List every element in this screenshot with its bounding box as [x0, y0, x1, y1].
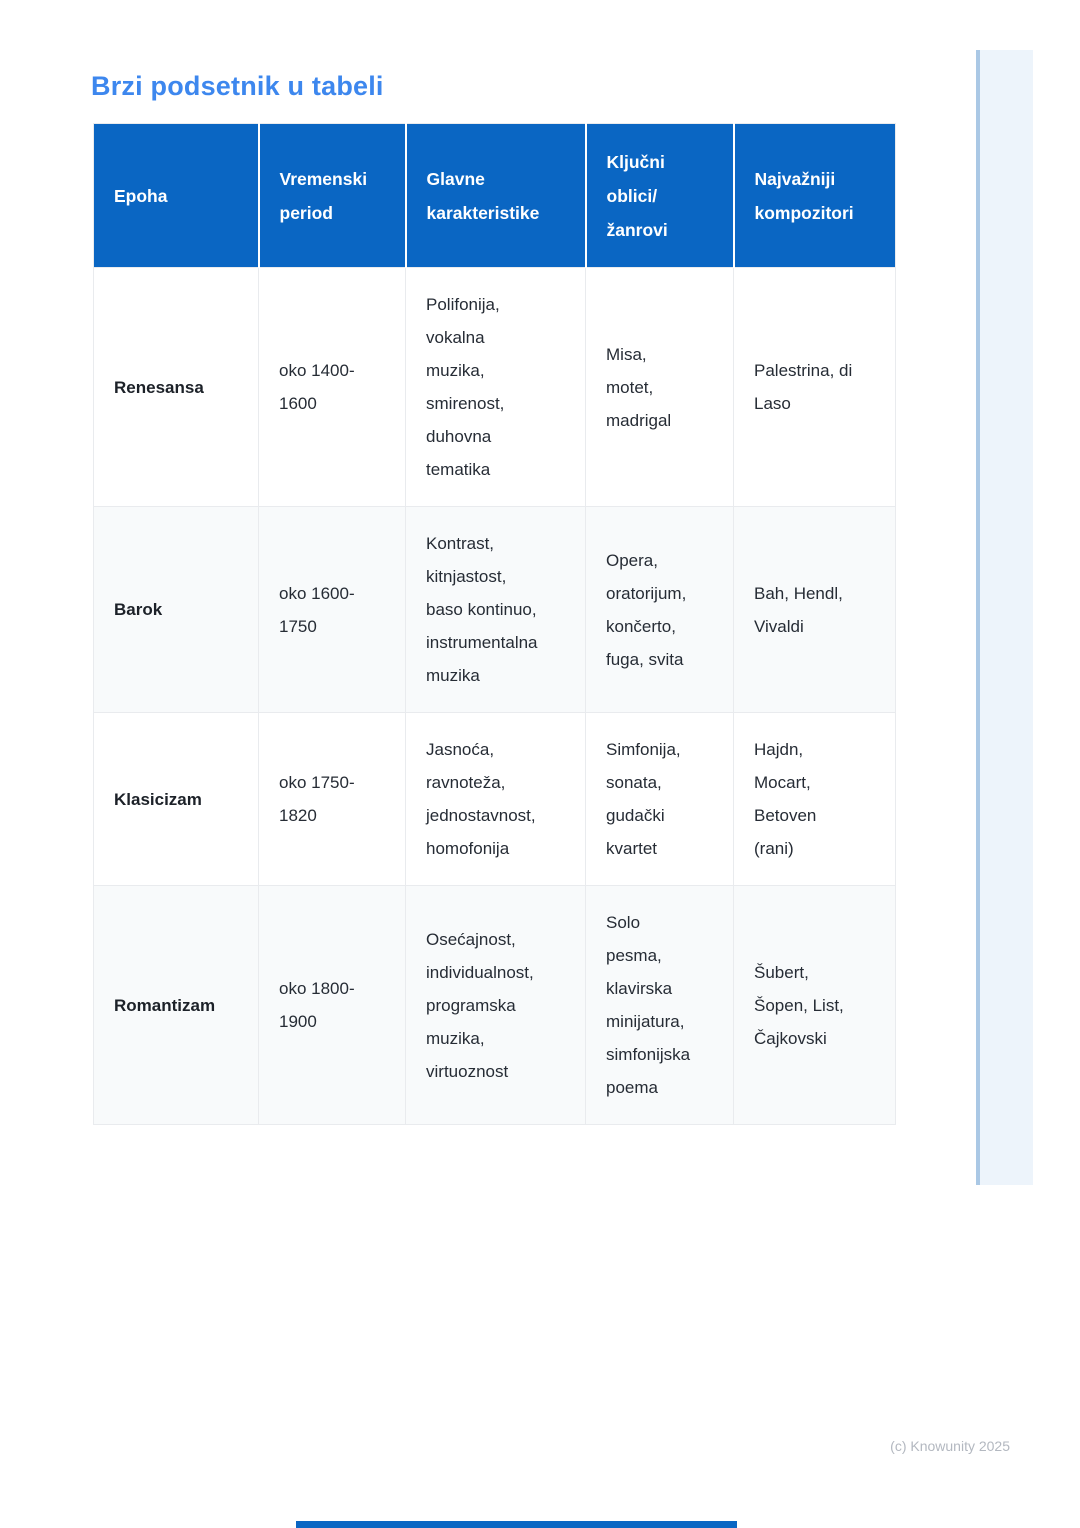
epoch-table — [93, 123, 896, 1125]
cell-period: oko 1750- 1820 — [259, 713, 406, 886]
page-title: Brzi podsetnik u tabeli — [91, 71, 384, 102]
cell-oblici: Solo pesma, klavirska minijatura, simfonijska poema — [586, 886, 734, 1125]
header-cell-kompozitori: Najvažniji kompozitori — [734, 124, 896, 268]
cell-karakteristike: Osećajnost, individualnost, programska muzika, virtuoznost — [406, 886, 586, 1125]
header-cell-epoha: Epoha — [94, 124, 259, 268]
copyright-footer: (c) Knowunity 2025 — [890, 1438, 1010, 1454]
cell-kompozitori: Bah, Hendl, Vivaldi — [734, 507, 896, 713]
cell-epoha: Renesansa — [94, 268, 259, 507]
cell-epoha: Barok — [94, 507, 259, 713]
table-row — [94, 268, 896, 507]
table-header-row — [94, 124, 896, 268]
cell-karakteristike: Polifonija, vokalna muzika, smirenost, duhovna tematika — [406, 268, 586, 507]
cell-karakteristike: Jasnoća, ravnoteža, jednostavnost, homofonija — [406, 713, 586, 886]
cell-kompozitori: Hajdn, Mocart, Betoven (rani) — [734, 713, 896, 886]
cell-period: oko 1800- 1900 — [259, 886, 406, 1125]
header-cell-karakteristike: Glavne karakteristike — [406, 124, 586, 268]
scrollbar-track[interactable] — [976, 50, 1033, 1185]
table-row — [94, 886, 896, 1125]
cell-period: oko 1400- 1600 — [259, 268, 406, 507]
cell-oblici: Misa, motet, madrigal — [586, 268, 734, 507]
cell-kompozitori: Palestrina, di Laso — [734, 268, 896, 507]
cell-period: oko 1600- 1750 — [259, 507, 406, 713]
next-table-header-peek — [296, 1521, 737, 1528]
table-row — [94, 713, 896, 886]
header-cell-period: Vremenski period — [259, 124, 406, 268]
cell-epoha: Klasicizam — [94, 713, 259, 886]
cell-oblici: Simfonija, sonata, gudački kvartet — [586, 713, 734, 886]
table-row — [94, 507, 896, 713]
cell-epoha: Romantizam — [94, 886, 259, 1125]
cell-karakteristike: Kontrast, kitnjastost, baso kontinuo, instrumentalna muzika — [406, 507, 586, 713]
header-cell-oblici: Ključni oblici/ žanrovi — [586, 124, 734, 268]
cell-oblici: Opera, oratorijum, končerto, fuga, svita — [586, 507, 734, 713]
cell-kompozitori: Šubert, Šopen, List, Čajkovski — [734, 886, 896, 1125]
